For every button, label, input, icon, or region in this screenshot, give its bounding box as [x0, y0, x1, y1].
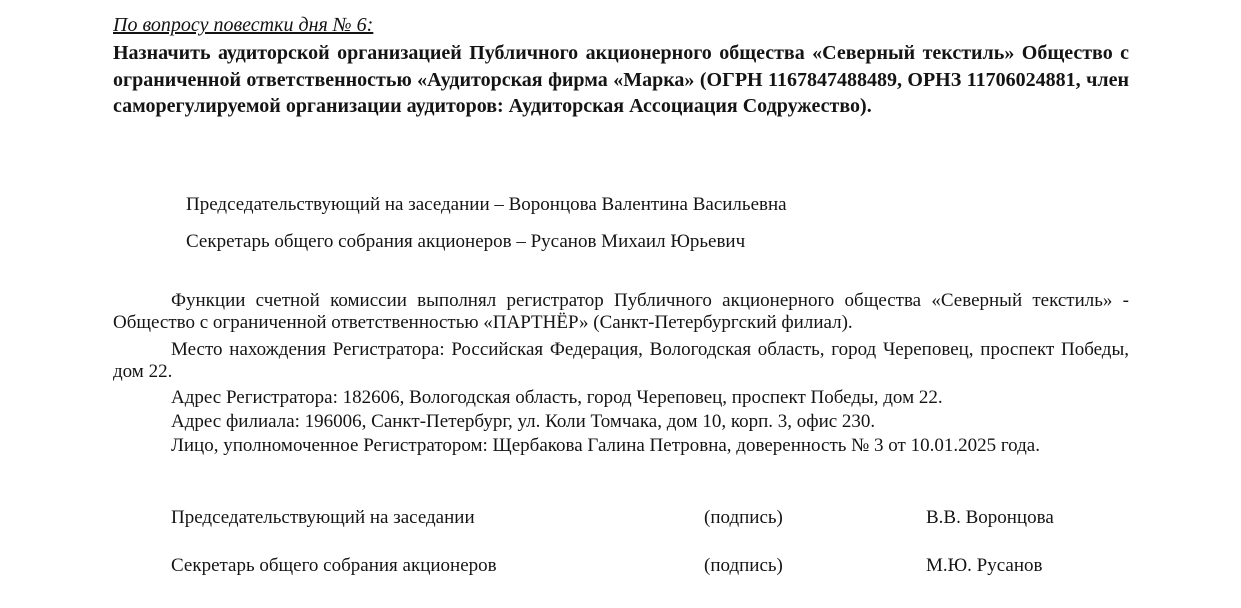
signatory-name: М.Ю. Русанов: [926, 555, 1043, 576]
resolution-text: Назначить аудиторской организацией Публичного акционерного общества «Северный текстиль» Общество с ограниченной ответственностью «Аудиторская фирма «Марка» (ОГРН 1167847488489, ОРНЗ 11706024881, член саморегулируемой организации аудиторов: Аудиторская Ассоциация Содружество).: [113, 42, 1129, 117]
secretary-line: Секретарь общего собрания акционеров – Русанов Михаил Юрьевич: [186, 231, 746, 252]
signatory-name: В.В. Воронцова: [926, 507, 1054, 528]
chair-line: Председательствующий на заседании – Воронцова Валентина Васильевна: [186, 194, 787, 215]
authorized-person-line: Лицо, уполномоченное Регистратором: Щербакова Галина Петровна, доверенность № 3 от 10.01.2025 года.: [171, 435, 1040, 456]
signature-placeholder: (подпись): [704, 555, 783, 576]
agenda-item-heading: По вопросу повестки дня № 6:: [113, 14, 374, 36]
branch-address-line: Адрес филиала: 196006, Санкт-Петербург, ул. Коли Томчака, дом 10, корп. 3, офис 230.: [171, 411, 876, 432]
counting-commission-paragraph: Функции счетной комиссии выполнял регистратор Публичного акционерного общества «Северный текстиль» - Общество с ограниченной ответственностью «ПАРТНЁР» (Санкт-Петербургский филиал).: [113, 290, 1129, 333]
signature-role: Секретарь общего собрания акционеров: [171, 555, 497, 576]
signature-placeholder: (подпись): [704, 507, 783, 528]
signature-role: Председательствующий на заседании: [171, 507, 475, 528]
registrar-location-paragraph: Место нахождения Регистратора: Российская Федерация, Вологодская область, город Череповец, проспект Победы, дом 22.: [113, 339, 1129, 382]
registrar-address-line: Адрес Регистратора: 182606, Вологодская область, город Череповец, проспект Победы, дом 22.: [171, 387, 943, 408]
